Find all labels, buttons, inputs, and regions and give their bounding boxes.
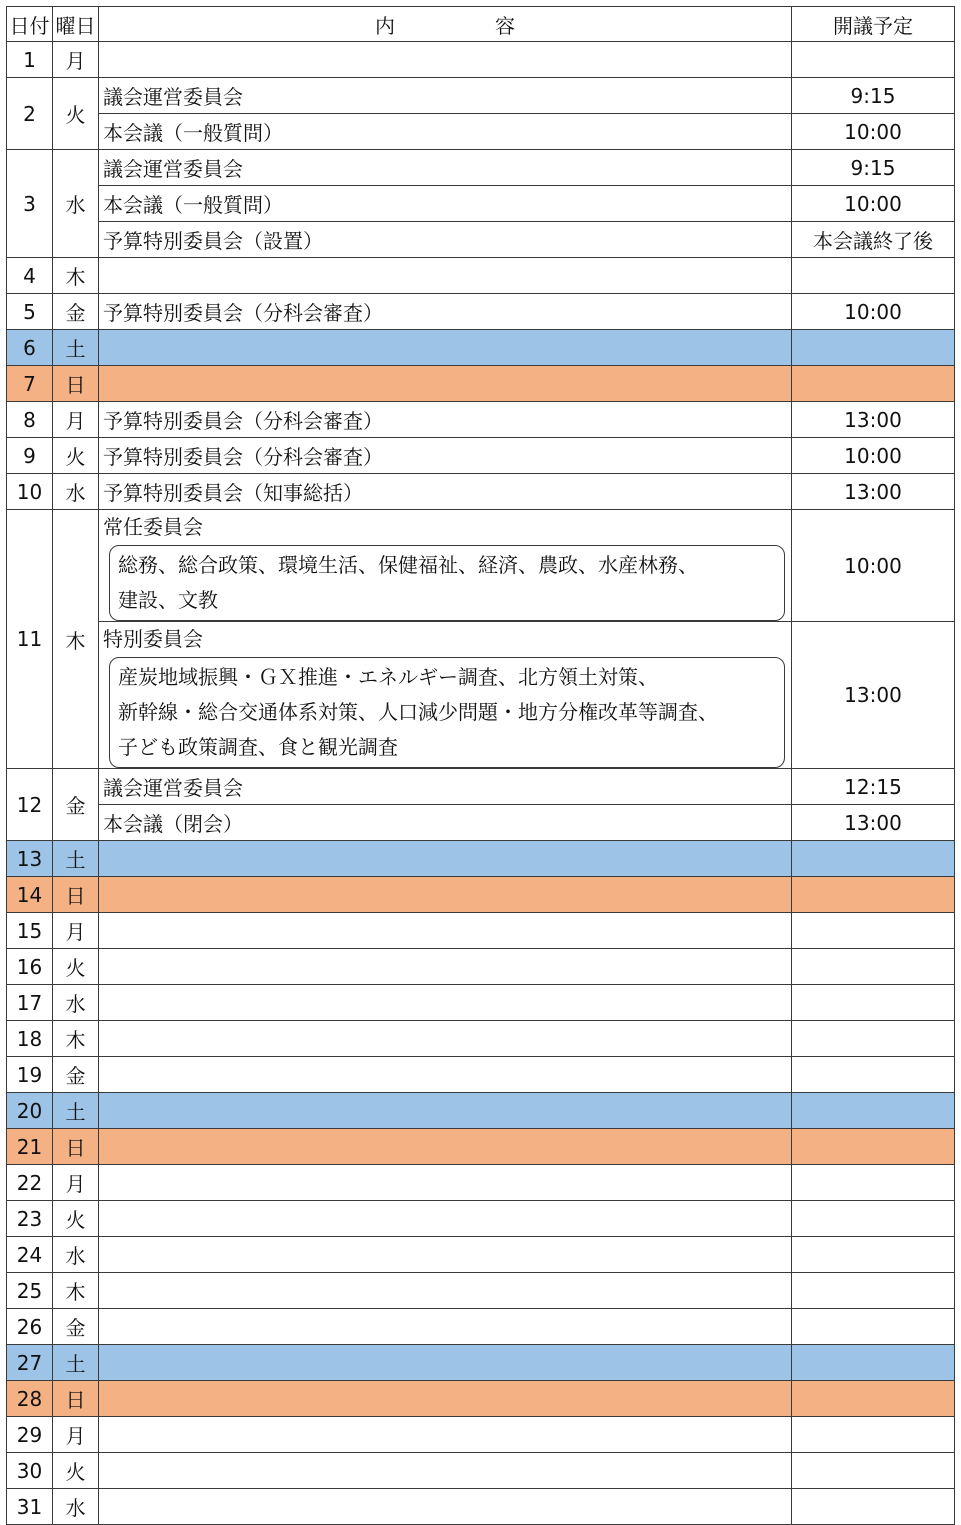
dow-cell: 水: [53, 985, 99, 1021]
content-cell: [99, 1345, 792, 1381]
day-cell: 27: [7, 1345, 53, 1381]
content-cell: [99, 330, 792, 366]
time-cell: [792, 913, 955, 949]
time-cell: [792, 1201, 955, 1237]
day-cell: 26: [7, 1309, 53, 1345]
dow-cell: 火: [53, 78, 99, 150]
table-row: [7, 1309, 955, 1345]
content-cell: 本会議（一般質問）: [99, 114, 792, 150]
day-cell: 11: [7, 510, 53, 769]
table-row: [7, 474, 955, 510]
table-row: [7, 1453, 955, 1489]
committee-line: 新幹線・総合交通体系対策、人口減少問題・地方分権改革等調査、: [118, 700, 718, 724]
table-row: [7, 985, 955, 1021]
time-cell: 10:00: [792, 510, 955, 622]
content-cell: [99, 1021, 792, 1057]
time-cell: [792, 1165, 955, 1201]
committee-line: 総務、総合政策、環境生活、保健福祉、経済、農政、水産林務、: [118, 553, 698, 577]
content-cell: [99, 42, 792, 78]
day-cell: 6: [7, 330, 53, 366]
table-row: [7, 841, 955, 877]
time-cell: 本会議終了後: [792, 222, 955, 258]
table-row: [7, 1201, 955, 1237]
dow-cell: 火: [53, 1201, 99, 1237]
content-cell: [99, 985, 792, 1021]
content-cell: 予算特別委員会（分科会審査）: [99, 438, 792, 474]
content-cell: [99, 841, 792, 877]
day-cell: 1: [7, 42, 53, 78]
day-cell: 29: [7, 1417, 53, 1453]
dow-cell: 月: [53, 913, 99, 949]
dow-cell: 火: [53, 949, 99, 985]
content-cell: 予算特別委員会（設置）: [99, 222, 792, 258]
time-cell: [792, 258, 955, 294]
time-cell: [792, 1237, 955, 1273]
time-cell: [792, 1093, 955, 1129]
time-cell: [792, 877, 955, 913]
content-cell: 本会議（一般質問）: [99, 186, 792, 222]
time-cell: [792, 1057, 955, 1093]
dow-cell: 火: [53, 438, 99, 474]
table-row: [7, 622, 955, 769]
day-cell: 19: [7, 1057, 53, 1093]
table-row: [7, 1237, 955, 1273]
dow-cell: 日: [53, 1129, 99, 1165]
table-row: [7, 1381, 955, 1417]
time-cell: [792, 366, 955, 402]
header-content: 内 容: [99, 7, 792, 42]
schedule-table: [6, 6, 955, 1525]
dow-cell: 月: [53, 1165, 99, 1201]
content-cell: [99, 1165, 792, 1201]
time-cell: [792, 42, 955, 78]
dow-cell: 月: [53, 402, 99, 438]
committee-list: [109, 657, 785, 768]
day-cell: 16: [7, 949, 53, 985]
content-cell: [99, 1093, 792, 1129]
day-cell: 14: [7, 877, 53, 913]
time-cell: [792, 1417, 955, 1453]
content-cell: [99, 1309, 792, 1345]
day-cell: 31: [7, 1489, 53, 1525]
content-cell: [99, 1273, 792, 1309]
time-cell: [792, 1021, 955, 1057]
day-cell: 5: [7, 294, 53, 330]
committee-line: 建設、文教: [118, 588, 218, 612]
table-row: [7, 150, 955, 186]
time-cell: [792, 1129, 955, 1165]
content-cell: [99, 366, 792, 402]
header-dow: 曜日: [53, 7, 99, 42]
dow-cell: 月: [53, 42, 99, 78]
time-cell: 10:00: [792, 186, 955, 222]
table-row: [7, 805, 955, 841]
time-cell: [792, 841, 955, 877]
time-cell: 13:00: [792, 402, 955, 438]
dow-cell: 金: [53, 769, 99, 841]
content-cell: [99, 877, 792, 913]
dow-cell: 木: [53, 1021, 99, 1057]
table-row: [7, 1165, 955, 1201]
dow-cell: 土: [53, 841, 99, 877]
day-cell: 2: [7, 78, 53, 150]
day-cell: 30: [7, 1453, 53, 1489]
content-cell: [99, 1453, 792, 1489]
dow-cell: 火: [53, 1453, 99, 1489]
dow-cell: 金: [53, 294, 99, 330]
time-cell: 10:00: [792, 294, 955, 330]
table-row: [7, 769, 955, 805]
time-cell: 10:00: [792, 438, 955, 474]
content-cell: 議会運営委員会: [99, 769, 792, 805]
day-cell: 3: [7, 150, 53, 258]
dow-cell: 水: [53, 1489, 99, 1525]
dow-cell: 日: [53, 1381, 99, 1417]
table-row: [7, 949, 955, 985]
dow-cell: 日: [53, 366, 99, 402]
day-cell: 22: [7, 1165, 53, 1201]
group-title: 常任委員会: [103, 515, 203, 539]
group-title: 特別委員会: [103, 627, 203, 651]
content-cell: [99, 913, 792, 949]
content-cell: [99, 258, 792, 294]
header-day: 日付: [7, 7, 53, 42]
day-cell: 13: [7, 841, 53, 877]
table-row: [7, 1273, 955, 1309]
table-row: [7, 877, 955, 913]
table-row: [7, 222, 955, 258]
dow-cell: 金: [53, 1057, 99, 1093]
day-cell: 28: [7, 1381, 53, 1417]
table-row: [7, 78, 955, 114]
day-cell: 15: [7, 913, 53, 949]
day-cell: 9: [7, 438, 53, 474]
content-cell: 予算特別委員会（分科会審査）: [99, 402, 792, 438]
header-row: [7, 7, 955, 42]
day-cell: 20: [7, 1093, 53, 1129]
time-cell: 13:00: [792, 805, 955, 841]
time-cell: 13:00: [792, 474, 955, 510]
committee-list: [109, 545, 785, 621]
table-row: [7, 1093, 955, 1129]
day-cell: 12: [7, 769, 53, 841]
committee-group: [99, 510, 792, 622]
dow-cell: 木: [53, 1273, 99, 1309]
day-cell: 18: [7, 1021, 53, 1057]
table-row: [7, 1129, 955, 1165]
time-cell: [792, 1345, 955, 1381]
dow-cell: 金: [53, 1309, 99, 1345]
content-cell: [99, 1057, 792, 1093]
content-cell: [99, 1201, 792, 1237]
table-row: [7, 294, 955, 330]
time-cell: [792, 1273, 955, 1309]
day-cell: 25: [7, 1273, 53, 1309]
content-cell: 予算特別委員会（分科会審査）: [99, 294, 792, 330]
dow-cell: 土: [53, 1345, 99, 1381]
content-cell: [99, 949, 792, 985]
dow-cell: 水: [53, 150, 99, 258]
content-cell: 議会運営委員会: [99, 150, 792, 186]
table-row: [7, 258, 955, 294]
committee-group: [99, 622, 792, 769]
dow-cell: 木: [53, 258, 99, 294]
time-cell: [792, 330, 955, 366]
day-cell: 7: [7, 366, 53, 402]
day-cell: 23: [7, 1201, 53, 1237]
time-cell: 9:15: [792, 150, 955, 186]
time-cell: [792, 1453, 955, 1489]
content-cell: 本会議（閉会）: [99, 805, 792, 841]
table-row: [7, 42, 955, 78]
time-cell: 10:00: [792, 114, 955, 150]
day-cell: 8: [7, 402, 53, 438]
table-row: [7, 402, 955, 438]
table-row: [7, 1057, 955, 1093]
dow-cell: 土: [53, 330, 99, 366]
time-cell: 12:15: [792, 769, 955, 805]
table-row: [7, 913, 955, 949]
table-row: [7, 330, 955, 366]
dow-cell: 木: [53, 510, 99, 769]
time-cell: [792, 985, 955, 1021]
day-cell: 24: [7, 1237, 53, 1273]
header-time: 開議予定: [792, 7, 955, 42]
dow-cell: 日: [53, 877, 99, 913]
schedule-body: [7, 42, 955, 1525]
day-cell: 4: [7, 258, 53, 294]
day-cell: 10: [7, 474, 53, 510]
content-cell: [99, 1129, 792, 1165]
content-cell: 議会運営委員会: [99, 78, 792, 114]
table-row: [7, 366, 955, 402]
dow-cell: 水: [53, 474, 99, 510]
content-cell: [99, 1417, 792, 1453]
time-cell: 9:15: [792, 78, 955, 114]
time-cell: [792, 1381, 955, 1417]
time-cell: [792, 949, 955, 985]
dow-cell: 月: [53, 1417, 99, 1453]
table-row: [7, 438, 955, 474]
time-cell: 13:00: [792, 622, 955, 769]
table-row: [7, 1417, 955, 1453]
table-row: [7, 1021, 955, 1057]
table-row: [7, 510, 955, 622]
committee-line: 産炭地域振興・ＧＸ推進・エネルギー調査、北方領土対策、: [118, 665, 658, 689]
dow-cell: 土: [53, 1093, 99, 1129]
day-cell: 21: [7, 1129, 53, 1165]
content-cell: 予算特別委員会（知事総括）: [99, 474, 792, 510]
day-cell: 17: [7, 985, 53, 1021]
content-cell: [99, 1381, 792, 1417]
table-row: [7, 114, 955, 150]
content-cell: [99, 1237, 792, 1273]
committee-line: 子ども政策調査、食と観光調査: [118, 735, 398, 759]
table-row: [7, 1345, 955, 1381]
table-row: [7, 186, 955, 222]
dow-cell: 水: [53, 1237, 99, 1273]
time-cell: [792, 1309, 955, 1345]
